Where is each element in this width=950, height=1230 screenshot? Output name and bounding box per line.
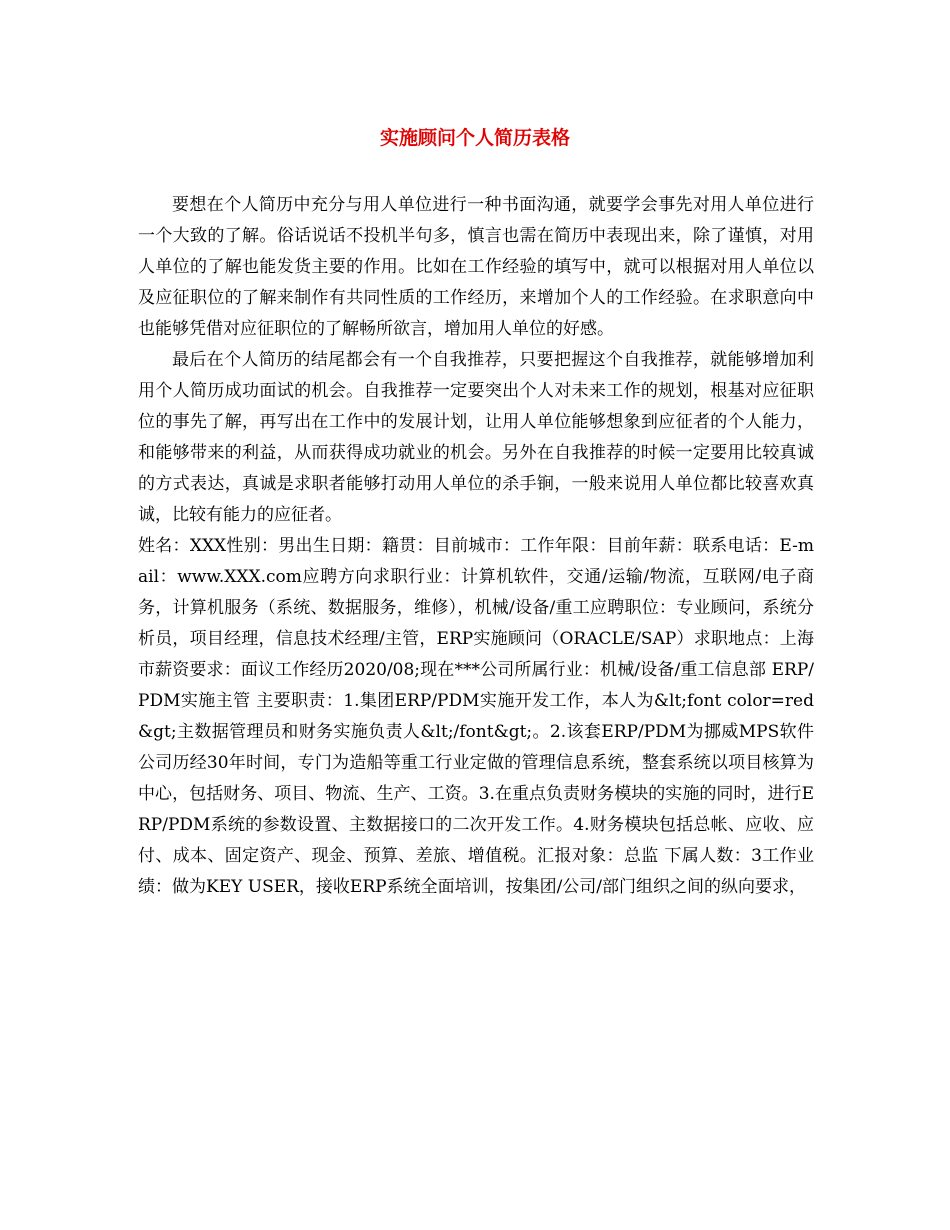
intro-paragraph: 要想在个人简历中充分与用人单位进行一种书面沟通，就要学会事先对用人单位进行一个大致的了解。俗话说话不投机半句多，慎言也需在简历中表现出来，除了谨慎，对用人单位的了解也能发货主要的作用。比如在工作经验的填写中，就可以根据对用人单位以及应征职位的了解来制作有共同性质的工作经历，来增加个人的工作经验。在求职意向中也能够凭借对应征职位的了解畅所欲言，增加用人单位的好感。 [138, 195, 814, 339]
self-recommendation-paragraph: 最后在个人简历的结尾都会有一个自我推荐，只要把握这个自我推荐，就能够增加利用个人简历成功面试的机会。自我推荐一定要突出个人对未来工作的规划，根基对应征职位的事先了解，再写出在工作中的发展计划，让用人单位能够想象到应征者的个人能力，和能够带来的利益，从而获得成功就业的机会。另外在自我推荐的时候一定要用比较真诚的方式表达，真诚是求职者能够打动用人单位的杀手锏，一般来说用人单位都比较喜欢真诚，比较有能力的应征者。 [138, 350, 814, 525]
document-body [138, 190, 814, 903]
document-title: 实施顾问个人简历表格 [379, 127, 570, 149]
resume-details: 姓名：XXX性别：男出生日期：籍贯：目前城市：工作年限：目前年薪：联系电话：E-mail：www.XXX.com应聘方向求职行业：计算机软件，交通/运输/物流，互联网/电子商务，计算机服务（系统、数据服务，维修），机械/设备/重工应聘职位：专业顾问，系统分析员，项目经理，信息技术经理/主管，ERP实施顾问（ORACLE/SAP）求职地点：上海市薪资要求：面议工作经历2020/08;现在***公司所属行业：机械/设备/重工信息部 ERP/PDM实施主管 主要职责：1.集团ERP/PDM实施开发工作，本人为&lt;font color=red&gt;主数据管理员和财务实施负责人&lt;/font&gt;。2.该套ERP/PDM为挪威MPS软件公司历经30年时间，专门为造船等重工行业定做的管理信息系统，整套系统以项目核算为中心，包括财务、项目、物流、生产、工资。3.在重点负责财务模块的实施的同时，进行ERP/PDM系统的参数设置、主数据接口的二次开发工作。4.财务模块包括总帐、应收、应付、成本、固定资产、现金、预算、差旅、增值税。汇报对象：总监 下属人数：3工作业绩：做为KEY USER，接收ERP系统全面培训，按集团/公司/部门组织之间的纵向要求， [138, 536, 814, 897]
